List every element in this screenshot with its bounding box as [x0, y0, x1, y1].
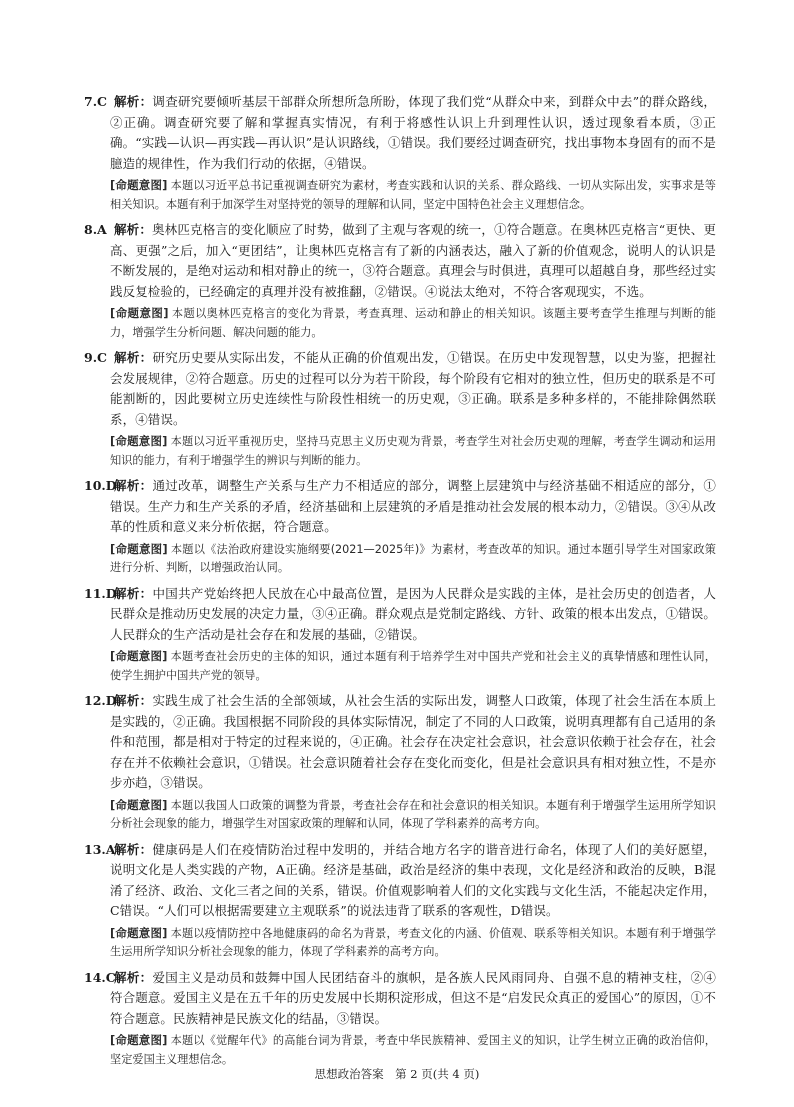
analysis-body: 通过改革，调整生产关系与生产力不相适应的部分，调整上层建筑中与经济基础不相适应的部分，①错误。生产力和生产关系的矛盾，经济基础和上层建筑的矛盾是推动社会发展的根本动力，②错误。③④从改革的性质和意义来分析依据，符合题意。 [110, 478, 716, 534]
page-footer: 思想政治答案 第 2 页(共 4 页) [314, 1067, 480, 1081]
analysis-body: 中国共产党始终把人民放在心中最高位置，是因为人民群众是实践的主体，是社会历史的创造者，人民群众是推动历史发展的决定力量，③④正确。群众观点是党制定路线、方针、政策的根本出发点，①错误。人民群众的生产活动是社会存在和发展的基础，②错误。 [110, 585, 716, 642]
analysis-label: 解析： [114, 94, 153, 109]
intent-text [110, 1031, 716, 1069]
analysis-label: 解析： [114, 841, 153, 857]
intent-label: [命题意图] [110, 434, 168, 448]
intent-body: 本题考查社会历史的主体的知识，通过本题有利于培养学生对中国共产党和社会主义的真挚情感和理性认同，使学生拥护中国共产党的领导。 [110, 650, 716, 682]
intent-label: [命题意图] [110, 541, 168, 556]
intent-body: 本题以《觉醒年代》的高能台词为背景，考查中华民族精神、爱国主义的知识，让学生树立正确的政治信仰，坚定爱国主义理想信念。 [110, 1034, 716, 1066]
analysis-body: 调查研究要倾听基层干部群众所想所急所盼，体现了我们党“从群众中来，到群众中去”的群众路线，②正确。调查研究要了解和掌握真实情况，有利于将感性认识上升到理性认识，透过现象看本质，③正确。“实践—认识—再实践—再认识”是认识路线，①错误。我们要经过调查研究，找出事物本身固有的而不是臆造的规律性，作为我们行动的依据，④错误。 [110, 94, 716, 171]
question-number: 12.D [84, 693, 117, 708]
analysis-body: 健康码是人们在疫情防治过程中发明的，并结合地方名字的谐音进行命名，体现了人们的美好愿望，说明文化是人类实践的产物，A正确。经济是基础，政治是经济的集中表现，文化是经济和政治的反映，B混淆了经济、政治、文化三者之间的关系，错误。价值观影响着人们的文化实践与文化生活，不能起决定作用，C错误。“人们可以根据需要建立主观联系”的说法违背了联系的客观性，D错误。 [110, 841, 716, 918]
analysis-text [110, 476, 716, 538]
analysis-text [110, 584, 716, 646]
question-13 [84, 840, 716, 962]
intent-text [110, 924, 716, 962]
intent-text [110, 647, 716, 685]
analysis-body: 奥林匹克格言的变化顺应了时势，做到了主观与客观的统一，①符合题意。在奥林匹克格言“更快、更高、更强”之后，加入“更团结”，让奥林匹克格言有了新的内涵表达，融入了新的价值观念，说明人的认识是不断发展的，是绝对运动和相对静止的统一，③符合题意。真理会与时俱进，真理可以超越自身，那些经过实践反复检验的，已经确定的真理并没有被推翻，②错误。④说法太绝对，不符合客观现实，不选。 [110, 222, 716, 299]
intent-body: 本题以奥林匹克格言的变化为背景，考查真理、运动和静止的相关知识。该题主要考查学生推理与判断的能力，增强学生分析问题、解决问题的能力。 [110, 307, 716, 339]
intent-label: [命题意图] [110, 1033, 168, 1047]
intent-label: [命题意图] [110, 306, 169, 320]
analysis-text [110, 691, 716, 794]
intent-body: 本题以习近平重视历史，坚持马克思主义历史观为背景，考查学生对社会历史观的理解，考查学生调动和运用知识的能力，有利于增强学生的辨识与判断的能力。 [110, 435, 716, 467]
analysis-body: 研究历史要从实际出发，不能从正确的价值观出发，①错误。在历史中发现智慧，以史为鉴，把握社会发展规律，②符合题意。历史的过程可以分为若干阶段，每个阶段有它相对的独立性，但历史的联系是不可能割断的，因此要树立历史连续性与阶段性相统一的历史观，③正确。联系是多种多样的，不能排除偶然联系，④错误。 [110, 350, 716, 427]
question-9 [84, 348, 716, 470]
answer-list [84, 92, 716, 1075]
analysis-label: 解析： [114, 222, 153, 237]
analysis-text [110, 348, 716, 430]
question-number: 7.C [84, 94, 107, 109]
intent-label: [命题意图] [110, 797, 168, 812]
question-number: 8.A [84, 222, 107, 237]
question-14 [84, 968, 716, 1070]
analysis-label: 解析： [114, 350, 153, 365]
analysis-text [110, 92, 716, 174]
question-number: 13.A [84, 841, 116, 857]
analysis-text [110, 840, 716, 922]
analysis-label: 解析： [114, 969, 153, 985]
analysis-label: 解析： [114, 478, 153, 493]
intent-label: [命题意图] [110, 178, 168, 192]
intent-label: [命题意图] [110, 649, 168, 663]
intent-text [110, 796, 716, 834]
analysis-body: 爱国主义是动员和鼓舞中国人民团结奋斗的旗帜，是各族人民风雨同舟、自强不息的精神支柱，②④符合题意。爱国主义是在五千年的历史发展中长期积淀形成，但这不是“启发民众真正的爱国心”的原因，①不符合题意。民族精神是民族文化的结晶，③错误。 [110, 969, 716, 1026]
intent-text [110, 176, 716, 214]
intent-text [110, 304, 716, 342]
question-number: 14.C [84, 969, 116, 985]
analysis-text [110, 220, 716, 302]
intent-body: 本题以我国人口政策的调整为背景，考查社会存在和社会意识的相关知识。本题有利于增强学生运用所学知识分析社会现象的能力，增强学生对国家政策的理解和认同，体现了学科素养的高考方向。 [110, 798, 716, 830]
intent-body: 本题以《法治政府建设实施纲要(2021—2025年)》为素材，考查改革的知识。通过本题引导学生对国家政策进行分析、判断，以增强政治认同。 [110, 542, 716, 574]
intent-label: [命题意图] [110, 925, 168, 940]
intent-text [110, 432, 716, 470]
question-number: 10.D [84, 478, 117, 493]
intent-body: 本题以疫情防控中各地健康码的命名为背景，考查文化的内涵、价值观、联系等相关知识。本题有利于增强学生运用所学知识分析社会现象的能力，体现了学科素养的高考方向。 [110, 926, 716, 958]
question-7 [84, 92, 716, 214]
analysis-label: 解析： [114, 585, 153, 601]
intent-text [110, 540, 716, 578]
question-12 [84, 691, 716, 834]
intent-body: 本题以习近平总书记重视调查研究为素材，考查实践和认识的关系、群众路线、一切从实际出发，实事求是等相关知识。本题有利于加深学生对坚持党的领导的理解和认同，坚定中国特色社会主义理想信念。 [110, 179, 716, 211]
analysis-body: 实践生成了社会生活的全部领域，从社会生活的实际出发，调整人口政策，体现了社会生活在本质上是实践的，②正确。我国根据不同阶段的具体实际情况，制定了不同的人口政策，说明真理都有自己适用的条件和范围，都是相对于特定的过程来说的，④正确。社会存在决定社会意识，社会意识依赖于社会存在，社会存在并不依赖社会意识，①错误。社会意识随着社会存在变化而变化，但是社会意识具有相对独立性，不是亦步亦趋，③错误。 [110, 693, 716, 790]
question-number: 9.C [84, 350, 107, 365]
question-8 [84, 220, 716, 342]
question-11 [84, 584, 716, 686]
question-10 [84, 476, 716, 578]
analysis-text [110, 968, 716, 1030]
analysis-label: 解析： [114, 693, 153, 708]
question-number: 11.D [84, 585, 117, 601]
